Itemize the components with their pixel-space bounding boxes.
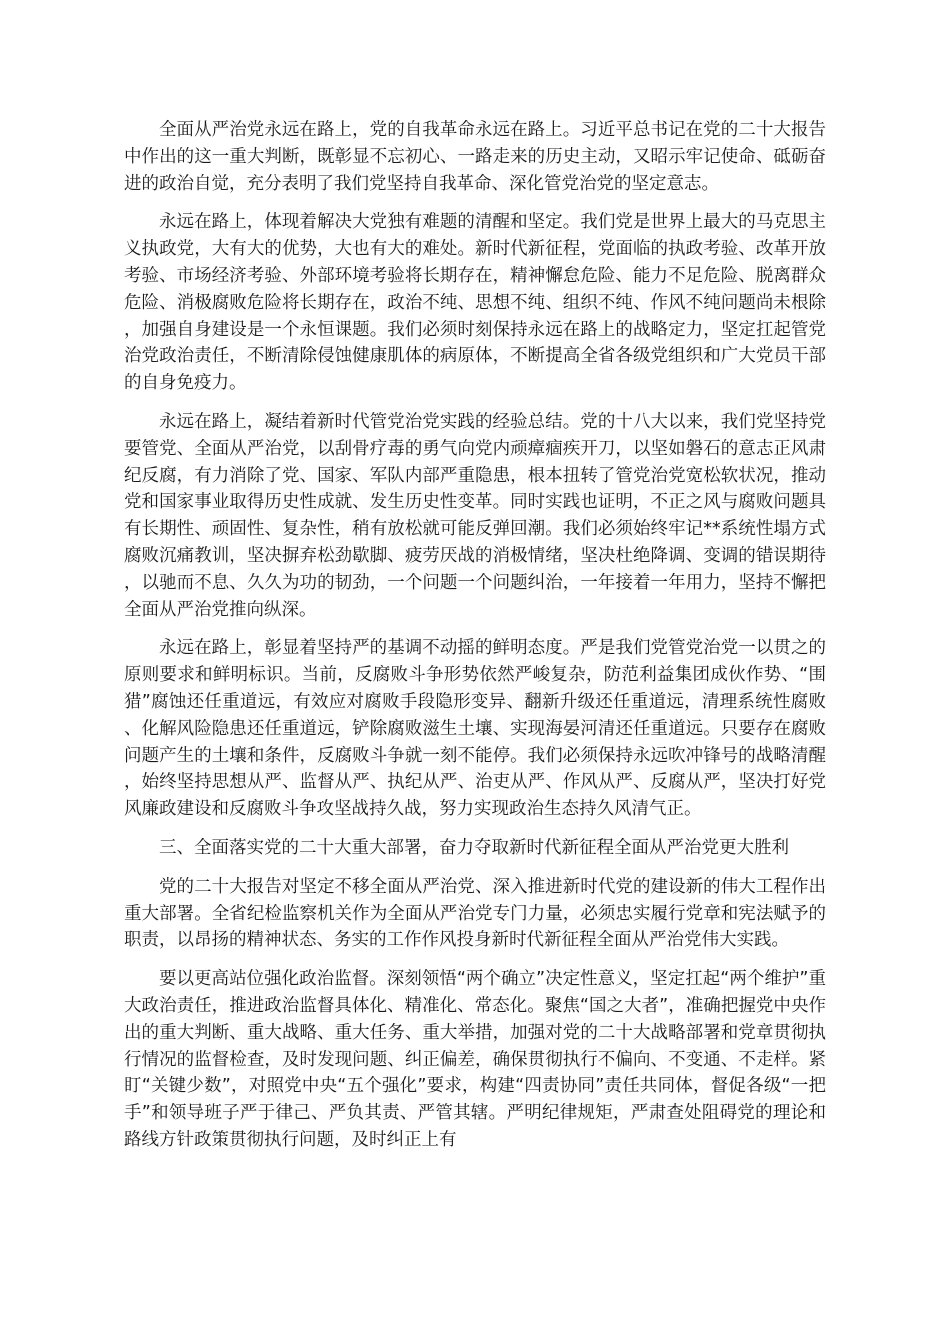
paragraph-experience-summary: 永远在路上，凝结着新时代管党治党实践的经验总结。党的十八大以来，我们党坚持党要管党、全面从严治党，以刮骨疗毒的勇气向党内顽瘴痼疾开刀，以坚如磐石的意志正风肃纪反腐，有力消除了党、国家、军队内部严重隐患，根本扭转了管党治党宽松软状况，推动党和国家事业取得历史性成就、发生历史性变革。同时实践也证明，不正之风与腐败问题具有长期性、顽固性、复杂性，稍有放松就可能反弹回潮。我们必须始终牢记**系统性塌方式腐败沉痛教训，坚决摒弃松劲歇脚、疲劳厌战的消极情绪，坚决杜绝降调、变调的错误期待，以驰而不息、久久为功的韧劲，一个问题一个问题纠治，一年接着一年用力，坚持不懈把全面从严治党推向纵深。 — [124, 411, 826, 620]
paragraph-party-challenges: 永远在路上，体现着解决大党独有难题的清醒和坚定。我们党是世界上最大的马克思主义执政党，大有大的优势，大也有大的难处。新时代新征程，党面临的执政考验、改革开放考验、市场经济考验、外部环境考验将长期存在，精神懈怠危险、能力不足危险、脱离群众危险、消极腐败危险将长期存在，政治不纯、思想不纯、组织不纯、作风不纯问题尚未根除，加强自身建设是一个永恒课题。我们必须时刻保持永远在路上的战略定力，坚定扛起管党治党政治责任，不断清除侵蚀健康肌体的病原体，不断提高全省各级党组织和广大党员干部的自身免疫力。 — [124, 212, 826, 394]
paragraph-strict-attitude: 永远在路上，彰显着坚持严的基调不动摇的鲜明态度。严是我们党管党治党一以贯之的原则要求和鲜明标识。当前，反腐败斗争形势依然严峻复杂，防范利益集团成伙作势、“围猎”腐蚀还任重道远，有效应对腐败手段隐形变异、翻新升级还任重道远，清理系统性腐败、化解风险隐患还任重道远，铲除腐败滋生土壤、实现海晏河清还任重道远。只要存在腐败问题产生的土壤和条件，反腐败斗争就一刻不能停。我们必须保持永远吹冲锋号的战略清醒，始终坚持思想从严、监督从严、执纪从严、治吏从严、作风从严、反腐从严，坚决打好党风廉政建设和反腐败斗争攻坚战持久战，努力实现政治生态持久风清气正。 — [124, 638, 826, 820]
paragraph-deployment: 党的二十大报告对坚定不移全面从严治党、深入推进新时代党的建设新的伟大工程作出重大部署。全省纪检监察机关作为全面从严治党专门力量，必须忠实履行党章和宪法赋予的职责，以昂扬的精神状态、务实的工作作风投身新时代新征程全面从严治党伟大实践。 — [124, 876, 826, 951]
paragraph-intro: 全面从严治党永远在路上，党的自我革命永远在路上。习近平总书记在党的二十大报告中作出的这一重大判断，既彰显不忘初心、一路走来的历史主动，又昭示牢记使命、砥砺奋进的政治自觉，充分表明了我们党坚持自我革命、深化管党治党的坚定意志。 — [124, 120, 826, 194]
section-heading-three: 三、全面落实党的二十大重大部署，奋力夺取新时代新征程全面从严治党更大胜利 — [159, 837, 789, 858]
document-body — [124, 117, 826, 1166]
paragraph-political-supervision: 要以更高站位强化政治监督。深刻领悟“两个确立”决定性意义，坚定扛起“两个维护”重大政治责任，推进政治监督具体化、精准化、常态化。聚焦“国之大者”，准确把握党中央作出的重大判断、重大战略、重大任务、重大举措，加强对党的二十大战略部署和党章贯彻执行情况的监督检查，及时发现问题、纠正偏差，确保贯彻执行不偏向、不变通、不走样。紧盯“关键少数”，对照党中央“五个强化”要求，构建“四责协同”责任共同体，督促各级“一把手”和领导班子严于律己、严负其责、严管其辖。严明纪律规矩，严肃查处阻碍党的理论和路线方针政策贯彻执行问题，及时纠正上有 — [124, 969, 826, 1150]
